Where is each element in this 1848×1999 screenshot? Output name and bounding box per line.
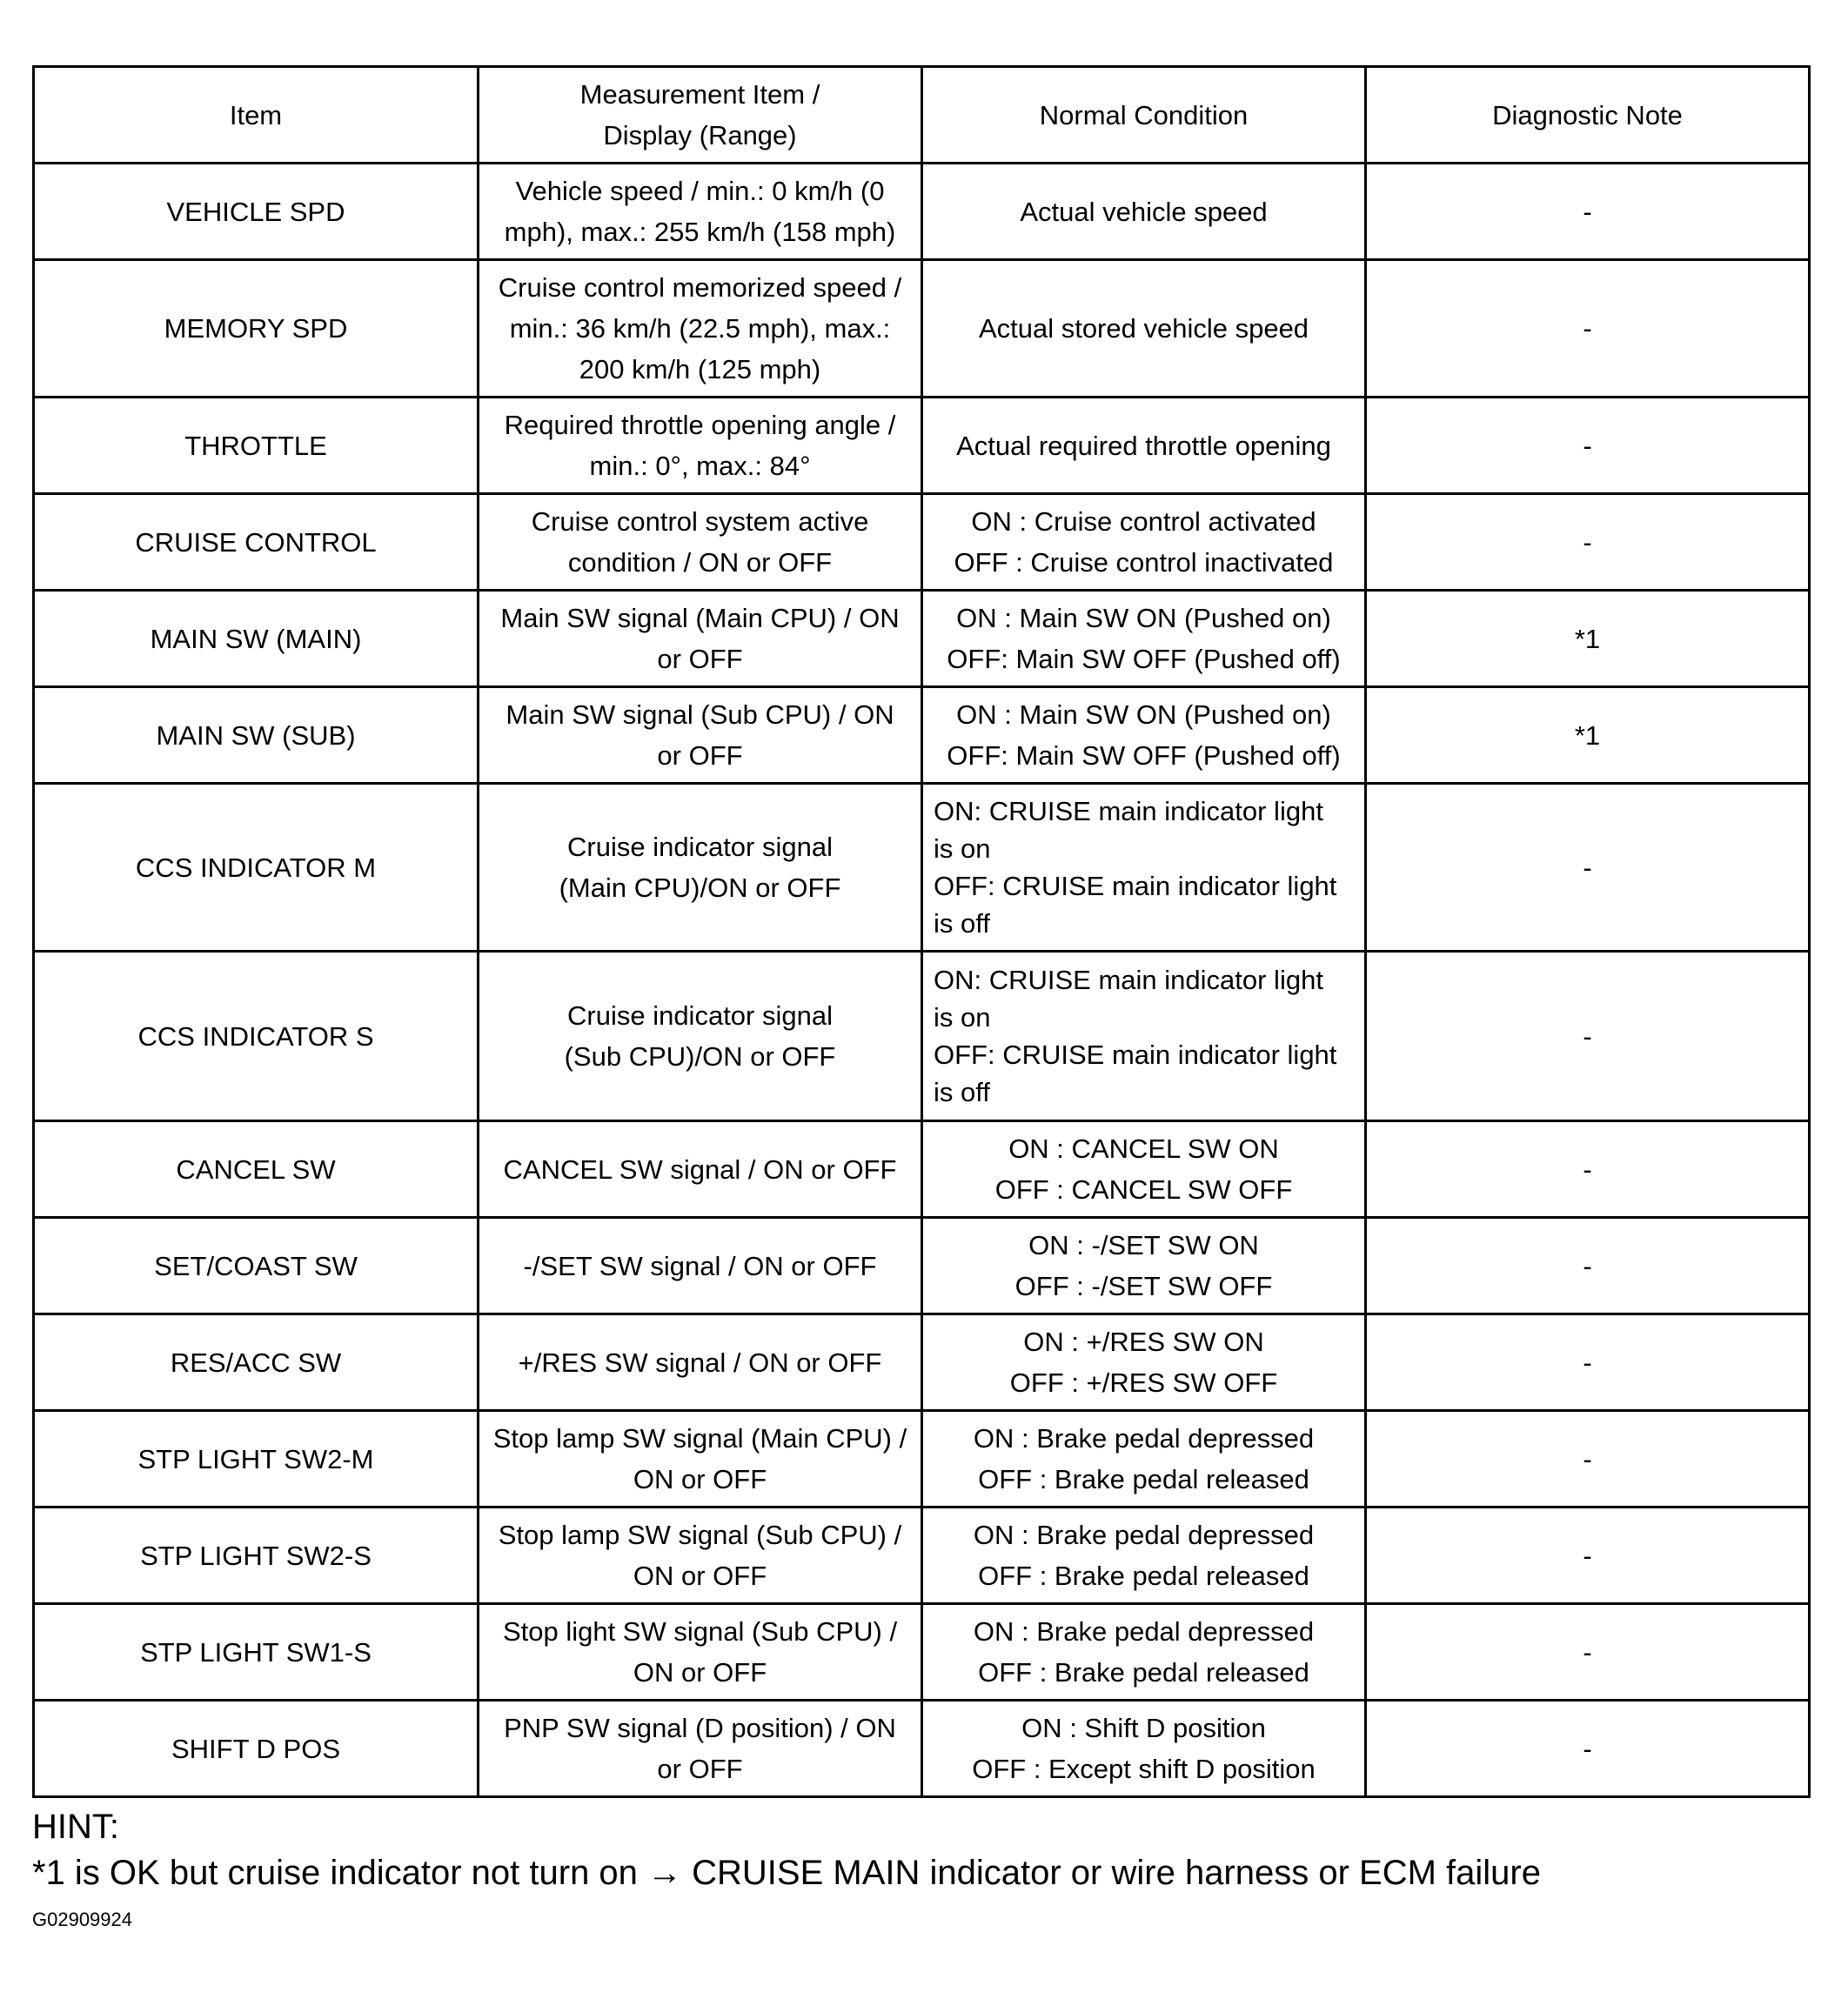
row-item: STP LIGHT SW2-S	[34, 1508, 479, 1604]
row-measurement: Required throttle opening angle / min.: 0°, max.: 84°	[479, 398, 922, 494]
row-normal-condition: ON: CRUISE main indicator light is on OFF: CRUISE main indicator light is off	[922, 952, 1366, 1121]
header-item: Item	[34, 67, 479, 164]
row-item: THROTTLE	[34, 398, 479, 494]
data-list-table	[32, 65, 1811, 1798]
row-diagnostic-note: -	[1366, 260, 1810, 398]
table-row	[34, 1604, 1810, 1701]
row-normal-condition: Actual vehicle speed	[922, 164, 1366, 260]
row-measurement: Cruise control memorized speed / min.: 36 km/h (22.5 mph), max.: 200 km/h (125 mph)	[479, 260, 922, 398]
table-row	[34, 1701, 1810, 1797]
row-normal-condition: ON : Brake pedal depressed OFF : Brake pedal released	[922, 1604, 1366, 1701]
row-diagnostic-note: -	[1366, 1121, 1810, 1218]
row-normal-condition: ON : Main SW ON (Pushed on) OFF: Main SW OFF (Pushed off)	[922, 687, 1366, 784]
row-measurement: Stop lamp SW signal (Main CPU) / ON or OFF	[479, 1411, 922, 1508]
hint-label: HINT:	[32, 1808, 119, 1846]
row-normal-condition: ON : Brake pedal depressed OFF : Brake pedal released	[922, 1508, 1366, 1604]
row-measurement: Stop lamp SW signal (Sub CPU) / ON or OFF	[479, 1508, 922, 1604]
row-normal-condition: ON : Shift D position OFF : Except shift D position	[922, 1701, 1366, 1797]
table-row	[34, 687, 1810, 784]
row-item: CCS INDICATOR M	[34, 784, 479, 952]
row-diagnostic-note: -	[1366, 1411, 1810, 1508]
row-measurement: PNP SW signal (D position) / ON or OFF	[479, 1701, 922, 1797]
row-diagnostic-note: -	[1366, 1508, 1810, 1604]
header-measurement: Measurement Item / Display (Range)	[479, 67, 922, 164]
table-header-row	[34, 67, 1810, 164]
row-item: VEHICLE SPD	[34, 164, 479, 260]
row-item: CCS INDICATOR S	[34, 952, 479, 1121]
row-item: STP LIGHT SW1-S	[34, 1604, 479, 1701]
row-measurement: Cruise indicator signal (Main CPU)/ON or OFF	[479, 784, 922, 952]
header-diagnostic-note: Diagnostic Note	[1366, 67, 1810, 164]
table-row	[34, 164, 1810, 260]
row-diagnostic-note: -	[1366, 1314, 1810, 1411]
row-item: CRUISE CONTROL	[34, 494, 479, 591]
table-row	[34, 1121, 1810, 1218]
row-diagnostic-note: -	[1366, 952, 1810, 1121]
table-row	[34, 952, 1810, 1121]
row-normal-condition: ON : Main SW ON (Pushed on) OFF: Main SW OFF (Pushed off)	[922, 591, 1366, 687]
row-diagnostic-note: -	[1366, 1218, 1810, 1314]
table-row	[34, 591, 1810, 687]
row-measurement: CANCEL SW signal / ON or OFF	[479, 1121, 922, 1218]
row-item: SET/COAST SW	[34, 1218, 479, 1314]
row-normal-condition: Actual required throttle opening	[922, 398, 1366, 494]
row-item: MAIN SW (MAIN)	[34, 591, 479, 687]
row-measurement: Cruise control system active condition / ON or OFF	[479, 494, 922, 591]
table-row	[34, 1411, 1810, 1508]
table-row	[34, 784, 1810, 952]
table-row	[34, 260, 1810, 398]
row-item: MEMORY SPD	[34, 260, 479, 398]
row-diagnostic-note: -	[1366, 398, 1810, 494]
row-diagnostic-note: -	[1366, 784, 1810, 952]
row-measurement: Main SW signal (Sub CPU) / ON or OFF	[479, 687, 922, 784]
table-row	[34, 398, 1810, 494]
row-measurement: Stop light SW signal (Sub CPU) / ON or OFF	[479, 1604, 922, 1701]
table-row	[34, 494, 1810, 591]
row-measurement: Cruise indicator signal (Sub CPU)/ON or OFF	[479, 952, 922, 1121]
row-normal-condition: ON: CRUISE main indicator light is on OFF: CRUISE main indicator light is off	[922, 784, 1366, 952]
table-row	[34, 1218, 1810, 1314]
row-measurement: Main SW signal (Main CPU) / ON or OFF	[479, 591, 922, 687]
row-item: RES/ACC SW	[34, 1314, 479, 1411]
row-item: MAIN SW (SUB)	[34, 687, 479, 784]
row-diagnostic-note: *1	[1366, 591, 1810, 687]
figure-id: G02909924	[32, 1909, 132, 1930]
row-diagnostic-note: *1	[1366, 687, 1810, 784]
row-measurement: -/SET SW signal / ON or OFF	[479, 1218, 922, 1314]
row-normal-condition: ON : Brake pedal depressed OFF : Brake pedal released	[922, 1411, 1366, 1508]
header-normal-condition: Normal Condition	[922, 67, 1366, 164]
row-diagnostic-note: -	[1366, 494, 1810, 591]
row-diagnostic-note: -	[1366, 164, 1810, 260]
row-diagnostic-note: -	[1366, 1604, 1810, 1701]
row-measurement: Vehicle speed / min.: 0 km/h (0 mph), max.: 255 km/h (158 mph)	[479, 164, 922, 260]
row-item: CANCEL SW	[34, 1121, 479, 1218]
row-normal-condition: Actual stored vehicle speed	[922, 260, 1366, 398]
row-diagnostic-note: -	[1366, 1701, 1810, 1797]
row-normal-condition: ON : +/RES SW ON OFF : +/RES SW OFF	[922, 1314, 1366, 1411]
row-normal-condition: ON : Cruise control activated OFF : Cruise control inactivated	[922, 494, 1366, 591]
row-normal-condition: ON : CANCEL SW ON OFF : CANCEL SW OFF	[922, 1121, 1366, 1218]
table-row	[34, 1314, 1810, 1411]
row-item: SHIFT D POS	[34, 1701, 479, 1797]
row-measurement: +/RES SW signal / ON or OFF	[479, 1314, 922, 1411]
row-normal-condition: ON : -/SET SW ON OFF : -/SET SW OFF	[922, 1218, 1366, 1314]
row-item: STP LIGHT SW2-M	[34, 1411, 479, 1508]
hint-text: *1 is OK but cruise indicator not turn on → CRUISE MAIN indicator or wire harness or ECM failure	[32, 1854, 1541, 1892]
table-row	[34, 1508, 1810, 1604]
